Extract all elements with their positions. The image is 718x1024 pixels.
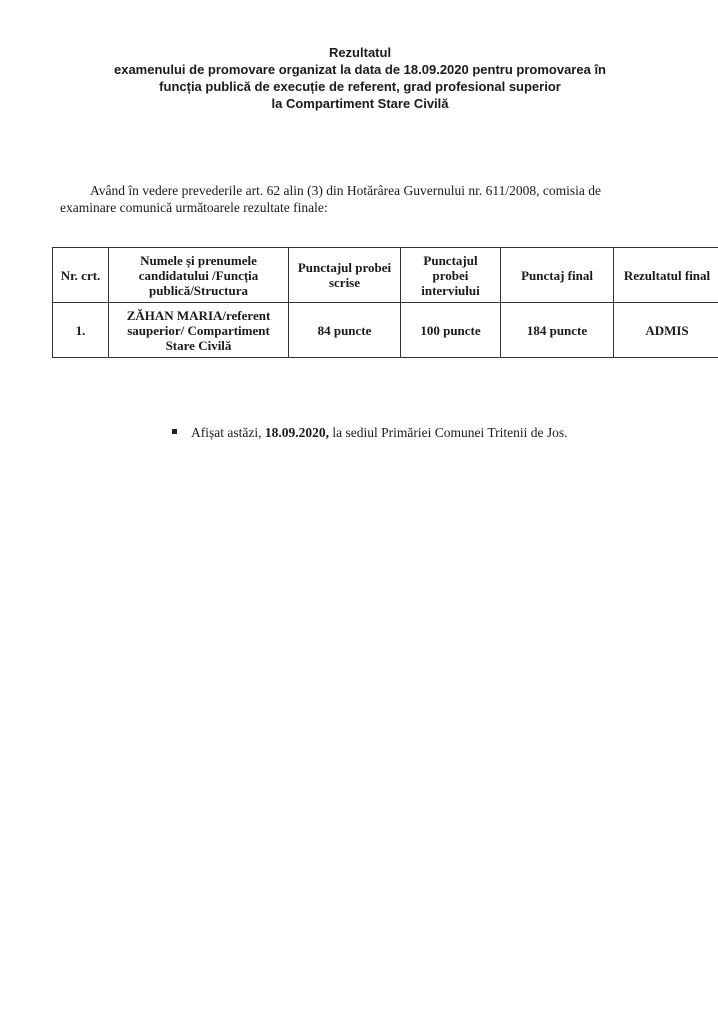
posting-suffix: la sediul Primăriei Comunei Tritenii de Jos. <box>332 425 568 440</box>
cell-nr: 1. <box>53 303 109 358</box>
header-written: Punctajul probei scrise <box>289 248 401 303</box>
cell-interview: 100 puncte <box>401 303 501 358</box>
posting-note <box>172 424 567 441</box>
cell-written: 84 puncte <box>289 303 401 358</box>
header-final: Punctaj final <box>501 248 614 303</box>
cell-result: ADMIS <box>614 303 718 358</box>
intro-line-1: Având în vedere prevederile art. 62 alin (3) din Hotărârea Guvernului nr. 611/2008, comisia de <box>90 183 601 198</box>
table-row <box>53 303 718 358</box>
cell-name: ZĂHAN MARIA/referent sauperior/ Compartiment Stare Civilă <box>109 303 289 358</box>
title-line-4: la Compartiment Stare Civilă <box>271 96 449 111</box>
posting-date: 18.09.2020, <box>264 425 329 440</box>
header-interview: Punctajul probei interviului <box>401 248 501 303</box>
posting-prefix: Afișat astăzi, <box>191 425 262 440</box>
intro-line-2: examinare comunică următoarele rezultate finale: <box>60 200 328 215</box>
header-nr: Nr. crt. <box>53 248 109 303</box>
header-name: Numele și prenumele candidatului /Funcția publică/Structura <box>109 248 289 303</box>
document-title <box>60 44 660 112</box>
title-line-2: examenului de promovare organizat la data de 18.09.2020 pentru promovarea în <box>113 62 606 77</box>
table-header-row <box>53 248 718 303</box>
bullet-icon <box>172 429 177 434</box>
title-line-3: funcția publică de execuție de referent, grad profesional superior <box>159 79 561 94</box>
title-line-1: Rezultatul <box>328 45 392 60</box>
results-table <box>52 247 718 358</box>
cell-final: 184 puncte <box>501 303 614 358</box>
header-result: Rezultatul final <box>614 248 718 303</box>
intro-paragraph <box>60 182 670 216</box>
